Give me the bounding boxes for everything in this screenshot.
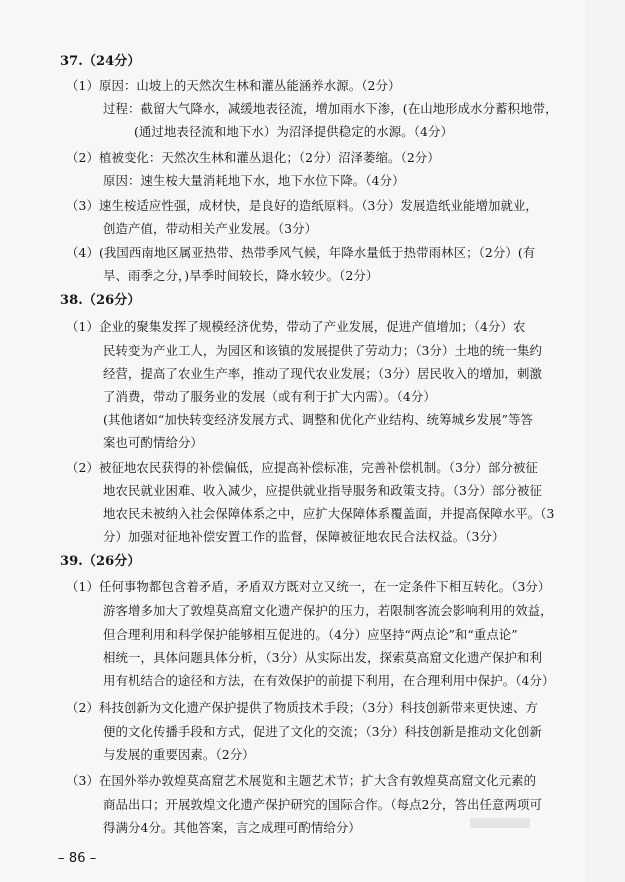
q39-part1-line: 用有机结合的途径和方法，在有效保护的前提下利用，在合理利用中保护。（4分） bbox=[103, 673, 555, 688]
q37-part2-line: （2）植被变化：天然次生林和灌丛退化；（2分）沼泽萎缩。（2分） bbox=[66, 150, 440, 165]
q38-part2-line: 分）加强对征地补偿安置工作的监督，保障被征地农民合法权益。（3分） bbox=[103, 529, 505, 544]
q39-part2-line: 与发展的重要因素。（2分） bbox=[103, 747, 255, 762]
scan-smudge bbox=[470, 818, 530, 828]
q39-part2-line: 便的文化传播手段和方式，促进了文化的交流；（3分）科技创新是推动文化创新 bbox=[103, 724, 542, 739]
q38-part1-line: （1）企业的聚集发挥了规模经济优势，带动了产业发展，促进产值增加；（4分）农 bbox=[66, 319, 526, 334]
q38-part2-line: 地农民就业困难、收入减少，应提供就业指导服务和政策支持。（3分）部分被征 bbox=[103, 483, 542, 498]
q37-part4-line: （4）(我国西南地区属亚热带、热带季风气候，年降水量低于热带雨林区；（2分）(有 bbox=[66, 245, 536, 260]
q38-part1-line: 民转变为产业工人，为园区和该镇的发展提供了劳动力；（3分）土地的统一集约 bbox=[103, 343, 542, 358]
question-37-header: 37.（24分） bbox=[60, 54, 141, 69]
q37-part3-line: 创造产值，带动相关产业发展。（3分） bbox=[103, 221, 318, 236]
q37-part1-line: 过程：截留大气降水，减缓地表径流，增加雨水下渗，(在山地形成水分蓄积地带， bbox=[103, 101, 558, 116]
q39-part1-line: 相统一，具体问题具体分析，（3分）从实际出发，探索莫高窟文化遗产保护和利 bbox=[103, 650, 542, 665]
q37-part1-line: (通过地表径流和地下水）为沼泽提供稳定的水源。（4分） bbox=[134, 124, 453, 139]
q38-part1-line: 了消费，带动了服务业的发展（或有利于扩大内需）。（4分） bbox=[103, 389, 436, 404]
q39-part1-line: （1）任何事物都包含着矛盾，矛盾双方既对立又统一，在一定条件下相互转化。（3分） bbox=[66, 579, 551, 594]
q38-part1-line: 案也可酌情给分） bbox=[103, 435, 203, 450]
q39-part1-line: 但合理利用和科学保护能够相互促进的。（4分）应坚持“两点论”和“重点论” bbox=[103, 627, 518, 642]
question-38-header: 38.（26分） bbox=[60, 293, 141, 308]
q37-part4-line: 旱、雨季之分，)旱季时间较长，降水较少。（2分） bbox=[103, 268, 379, 283]
q38-part1-line: (其他诸如“加快转变经济发展方式、调整和优化产业结构、统筹城乡发展”等答 bbox=[103, 412, 533, 427]
question-39-header: 39.（26分） bbox=[60, 554, 141, 569]
q37-part3-line: （3）速生桉适应性强，成材快，是良好的造纸原料。（3分）发展造纸业能增加就业， bbox=[66, 198, 538, 213]
q39-part3-line: 商品出口；开展敦煌文化遗产保护研究的国际合作。（每点2分，答出任意两项可 bbox=[103, 797, 542, 812]
q39-part1-line: 游客增多加大了敦煌莫高窟文化遗产保护的压力，若限制客流会影响利用的效益， bbox=[103, 603, 553, 618]
q37-part1-line: （1）原因：山坡上的天然次生林和灌丛能涵养水源。（2分） bbox=[66, 78, 401, 93]
q38-part1-line: 经营，提高了农业生产率，推动了现代农业发展；（3分）居民收入的增加，刺激 bbox=[103, 366, 542, 381]
q37-part2-line: 原因：速生桉大量消耗地下水，地下水位下降。（4分） bbox=[103, 173, 405, 188]
q38-part2-line: 地农民未被纳入社会保障体系之中，应扩大保障体系覆盖面，并提高保障水平。（3 bbox=[103, 506, 555, 521]
q38-part2-line: （2）被征地农民获得的补偿偏低，应提高补偿标准，完善补偿机制。（3分）部分被征 bbox=[66, 460, 538, 475]
q39-part3-line: （3）在国外举办敦煌莫高窟艺术展览和主题艺术节；扩大含有敦煌莫高窟文化元素的 bbox=[66, 773, 537, 788]
q39-part2-line: （2）科技创新为文化遗产保护提供了物质技术手段；（3分）科技创新带来更快速、方 bbox=[66, 700, 538, 715]
scan-smudge bbox=[585, 0, 625, 882]
q39-part3-line: 得满分4分。其他答案，言之成理可酌情给分） bbox=[103, 820, 361, 835]
page-number: – 86 – bbox=[58, 851, 97, 866]
